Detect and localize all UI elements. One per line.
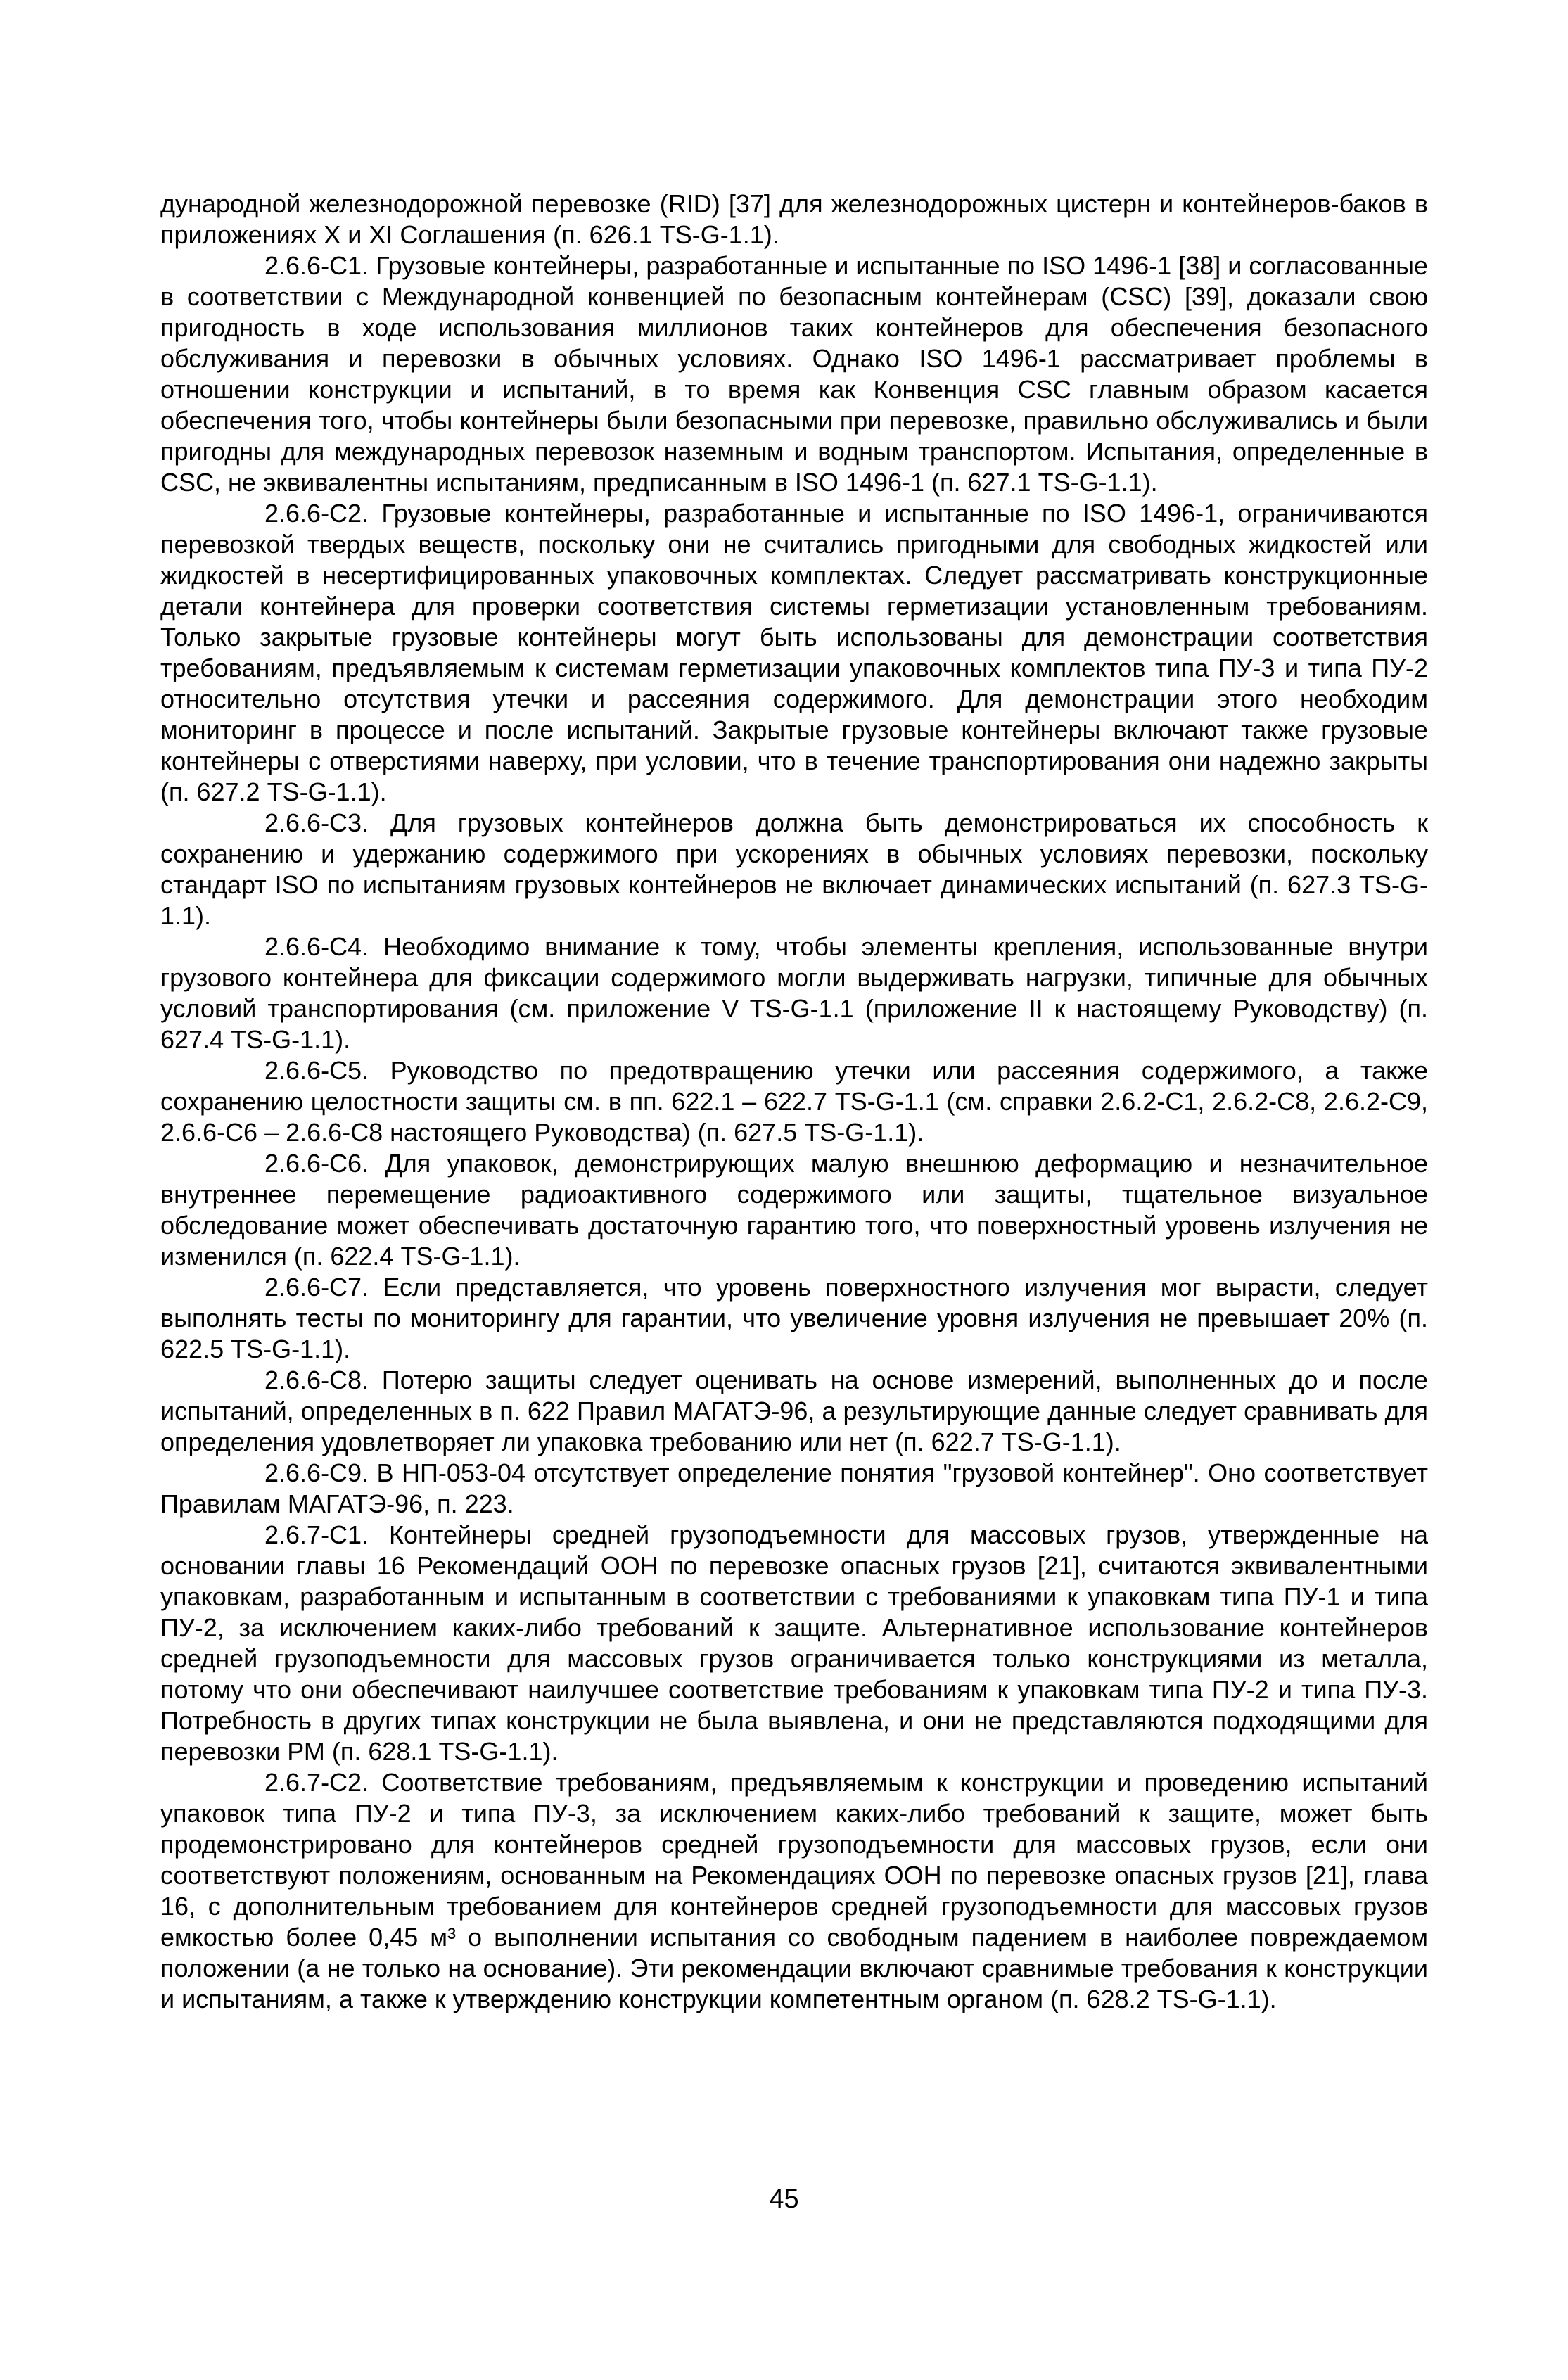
paragraph-2-6-6-c8: 2.6.6-С8. Потерю защиты следует оценивать на основе измерений, выполненных до и после испытаний, определенных в п. 622 Правил МАГАТЭ-96, а результирующие данные следует сравнивать для определения удовлетворяет ли упаковка требованию или нет (п. 622.7 TS-G-1.1). xyxy=(160,1366,1428,1456)
paragraph-2-6-6-c6: 2.6.6-С6. Для упаковок, демонстрирующих малую внешнюю деформацию и незначительное внутреннее перемещение радиоактивного содержимого или защиты, тщательное визуальное обследование может обеспечивать достаточную гарантию того, что поверхностный уровень излучения не изменился (п. 622.4 TS-G-1.1). xyxy=(160,1149,1428,1271)
paragraph-continuation: дународной железнодорожной перевозке (RID) [37] для железнодорожных цистерн и контейнеров-баков в приложениях X и XI Соглашения (п. 626.1 TS-G-1.1). xyxy=(160,189,1428,249)
paragraph-2-6-6-c3: 2.6.6-С3. Для грузовых контейнеров должна быть демонстрироваться их способность к сохранению и удержанию содержимого при ускорениях в обычных условиях перевозки, поскольку стандарт ISO по испытаниям грузовых контейнеров не включает динамических испытаний (п. 627.3 TS-G-1.1). xyxy=(160,808,1428,930)
page-number: 45 xyxy=(769,2184,799,2214)
paragraph-2-6-6-c9: 2.6.6-С9. В НП-053-04 отсутствует определение понятия "грузовой контейнер". Оно соответствует Правилам МАГАТЭ-96, п. 223. xyxy=(160,1458,1428,1518)
paragraph-2-6-6-c5: 2.6.6-С5. Руководство по предотвращению утечки или рассеяния содержимого, а также сохранению целостности защиты см. в пп. 622.1 – 622.7 TS-G-1.1 (см. справки 2.6.2-С1, 2.6.2-С8, 2.6.2-С9, 2.6.6-С6 – 2.6.6-С8 настоящего Руководства) (п. 627.5 TS-G-1.1). xyxy=(160,1056,1428,1147)
paragraph-2-6-7-c2: 2.6.7-С2. Соответствие требованиям, предъявляемым к конструкции и проведению испытаний упаковок типа ПУ-2 и типа ПУ-3, за исключением каких-либо требований к защите, может быть продемонстрировано для контейнеров средней грузоподъемности для массовых грузов, если они соответствуют положениям, основанным на Рекомендациях ООН по перевозке опасных грузов [21], глава 16, с дополнительным требованием для контейнеров средней грузоподъемности для массовых грузов емкостью более 0,45 м³ о выполнении испытания со свободным падением в наиболее повреждаемом положении (а не только на основание). Эти рекомендации включают сравнимые требования к конструкции и испытаниям, а также к утверждению конструкции компетентным органом (п. 628.2 TS-G-1.1). xyxy=(160,1768,1428,2013)
document-body xyxy=(160,189,1428,2015)
paragraph-2-6-6-c7: 2.6.6-С7. Если представляется, что уровень поверхностного излучения мог вырасти, следует выполнять тесты по мониторингу для гарантии, что увеличение уровня излучения не превышает 20% (п. 622.5 TS-G-1.1). xyxy=(160,1273,1428,1363)
paragraph-2-6-7-c1: 2.6.7-С1. Контейнеры средней грузоподъемности для массовых грузов, утвержденные на основании главы 16 Рекомендаций ООН по перевозке опасных грузов [21], считаются эквивалентными упаковкам, разработанным и испытанным в соответствии с требованиями к упаковкам типа ПУ-1 и типа ПУ-2, за исключением каких-либо требований к защите. Альтернативное использование контейнеров средней грузоподъемности для массовых грузов ограничивается только конструкциями из металла, потому что они обеспечивают наилучшее соответствие требованиям к упаковкам типа ПУ-2 и типа ПУ-3. Потребность в других типах конструкции не была выявлена, и они не представляются подходящими для перевозки РМ (п. 628.1 TS-G-1.1). xyxy=(160,1520,1428,1766)
paragraph-2-6-6-c4: 2.6.6-С4. Необходимо внимание к тому, чтобы элементы крепления, использованные внутри грузового контейнера для фиксации содержимого могли выдерживать нагрузки, типичные для обычных условий транспортирования (см. приложение V TS-G-1.1 (приложение II к настоящему Руководству) (п. 627.4 TS-G-1.1). xyxy=(160,932,1428,1054)
paragraph-2-6-6-c1: 2.6.6-С1. Грузовые контейнеры, разработанные и испытанные по ISO 1496-1 [38] и согласованные в соответствии с Международной конвенцией по безопасным контейнерам (CSC) [39], доказали свою пригодность в ходе использования миллионов таких контейнеров для обеспечения безопасного обслуживания и перевозки в обычных условиях. Однако ISO 1496-1 рассматривает проблемы в отношении конструкции и испытаний, в то время как Конвенция CSC главным образом касается обеспечения того, чтобы контейнеры были безопасными при перевозке, правильно обслуживались и были пригодны для международных перевозок наземным и водным транспортом. Испытания, определенные в CSC, не эквивалентны испытаниям, предписанным в ISO 1496-1 (п. 627.1 TS-G-1.1). xyxy=(160,251,1428,497)
paragraph-2-6-6-c2: 2.6.6-С2. Грузовые контейнеры, разработанные и испытанные по ISO 1496-1, ограничиваются перевозкой твердых веществ, поскольку они не считались пригодными для свободных жидкостей или жидкостей в несертифицированных упаковочных комплектах. Следует рассматривать конструкционные детали контейнера для проверки соответствия системы герметизации установленным требованиям. Только закрытые грузовые контейнеры могут быть использованы для демонстрации соответствия требованиям, предъявляемым к системам герметизации упаковочных комплектов типа ПУ-3 и типа ПУ-2 относительно отсутствия утечки и рассеяния содержимого. Для демонстрации этого необходим мониторинг в процессе и после испытаний. Закрытые грузовые контейнеры включают также грузовые контейнеры с отверстиями наверху, при условии, что в течение транспортирования они надежно закрыты (п. 627.2 TS-G-1.1). xyxy=(160,499,1428,806)
